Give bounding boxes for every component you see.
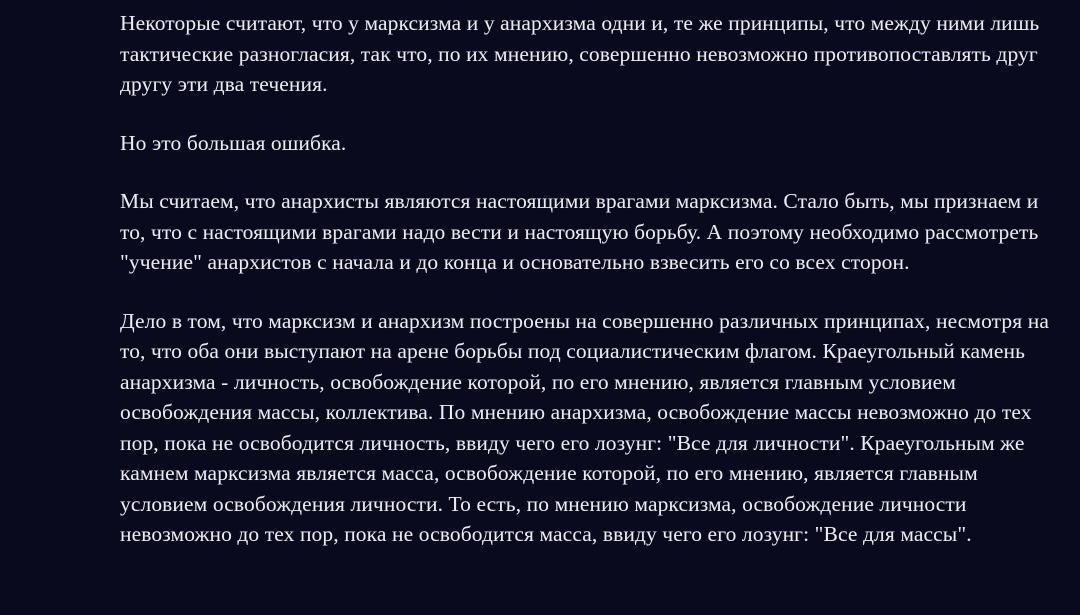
paragraph: Но это большая ошибка.: [120, 130, 347, 155]
paragraph: Дело в том, что марксизм и анархизм построены на совершенно различных принципах, несмотря на то, что оба они выступают на арене борьбы под социалистическим флагом. Краеугольный камень анархизма - личность, освобождение которой, по его мнению, является главным условием освобождения массы, коллектива. По мнению анархизма, освобождение массы невозможно до тех пор, пока не освободится личность, ввиду чего его лозунг: "Все для личности". Краеугольным же камнем марксизма является масса, освобождение которой, по его мнению, является главным условием освобождения личности. То есть, по мнению марксизма, освобождение личности невозможно до тех пор, пока не освободится масса, ввиду чего его лозунг: "Все для массы".: [120, 308, 1049, 547]
paragraph: Мы считаем, что анархисты являются настоящими врагами марксизма. Стало быть, мы признаем и то, что с настоящими врагами надо вести и настоящую борьбу. А поэтому необходимо рассмотреть "учение" анархистов с начала и до конца и основательно взвесить его со всех сторон.: [120, 189, 1039, 275]
paragraph: Некоторые считают, что у марксизма и у анархизма одни и, те же принципы, что между ними лишь тактические разногласия, так что, по их мнению, совершенно невозможно противопоставлять друг другу эти два течения.: [120, 11, 1040, 97]
document-text-body: [120, 8, 1065, 550]
